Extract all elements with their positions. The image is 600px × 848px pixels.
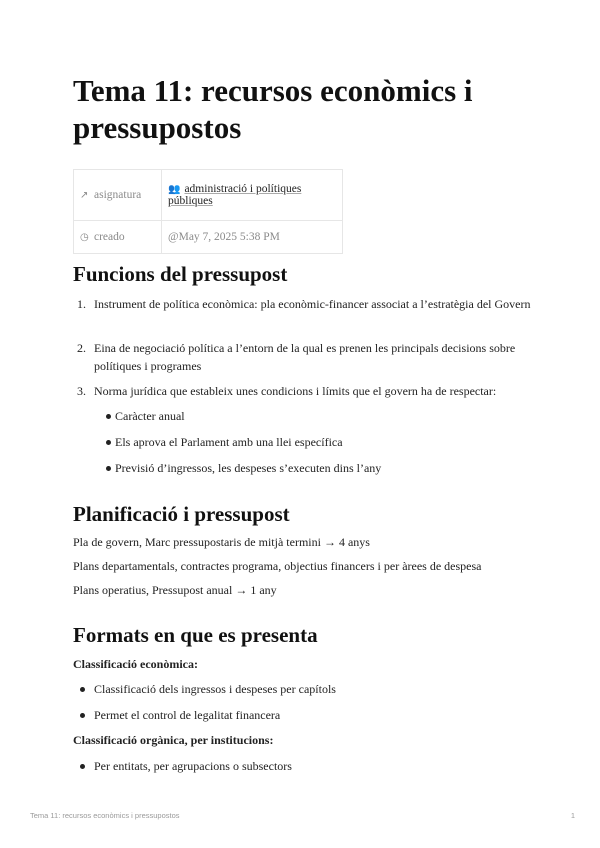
list-text: Norma jurídica que estableix unes condicions i límits que el govern ha de respectar:: [94, 384, 497, 398]
properties-table: [73, 169, 343, 254]
list-number: 3.: [77, 384, 86, 398]
asignatura-link[interactable]: administració i polítiques públiques: [168, 183, 302, 207]
section-heading: Planificació i pressupost: [73, 502, 290, 526]
bullet-icon: [80, 687, 85, 692]
list-item: [73, 339, 533, 375]
bullet-icon: [106, 466, 111, 471]
sub-heading: Classificació orgànica, per institucions:: [73, 733, 274, 747]
property-key: [74, 170, 162, 221]
clock-icon: ◷: [80, 232, 89, 243]
bullet-icon: [80, 713, 85, 718]
property-label: creado: [94, 231, 125, 243]
paragraph: Plans operatius, Pressupost anual → 1 any: [73, 583, 277, 597]
paragraph: Pla de govern, Marc pressupostaris de mitjà termini → 4 anys: [73, 535, 370, 549]
property-value: @May 7, 2025 5:38 PM: [162, 221, 343, 254]
bullet-icon: [80, 764, 85, 769]
list-item: Permet el control de legalitat financera: [94, 708, 281, 722]
bullet-icon: [106, 440, 111, 445]
list-item: Classificació dels ingressos i despeses per capítols: [94, 682, 336, 696]
list-item: Els aprova el Parlament amb una llei específica: [115, 435, 343, 449]
people-icon: 👥: [168, 184, 181, 195]
list-item: [73, 382, 533, 400]
list-item: [73, 295, 533, 313]
footer-title: Tema 11: recursos econòmics i pressupostos: [30, 811, 180, 820]
property-row-creado: [74, 221, 343, 254]
sub-heading: Classificació econòmica:: [73, 657, 198, 671]
page-title: Tema 11: recursos econòmics i pressupostos: [73, 73, 473, 145]
list-item: Per entitats, per agrupacions o subsectors: [94, 759, 292, 773]
property-key: [74, 221, 162, 254]
arrow-up-right-icon: ↗: [80, 190, 89, 201]
section-heading: Funcions del pressupost: [73, 262, 288, 286]
list-item: Caràcter anual: [115, 409, 185, 423]
paragraph: Plans departamentals, contractes programa, objectius financers i per àrees de despesa: [73, 559, 482, 573]
list-number: 1.: [77, 297, 86, 311]
bullet-icon: [106, 414, 111, 419]
property-label: asignatura: [94, 189, 142, 201]
page-footer: [30, 811, 575, 820]
section-heading: Formats en que es presenta: [73, 623, 318, 647]
property-value: [162, 170, 343, 221]
page-number: 1: [570, 811, 575, 820]
list-text: Eina de negociació política a l’entorn de la qual es prenen les principals decisions sobre polítiques i programes: [94, 341, 516, 373]
property-row-asignatura: [74, 170, 343, 221]
list-number: 2.: [77, 341, 86, 355]
list-item: Previsió d’ingressos, les despeses s’executen dins l’any: [115, 461, 382, 475]
list-text: Instrument de política econòmica: pla econòmic-financer associat a l’estratègia del Govern: [94, 297, 531, 311]
